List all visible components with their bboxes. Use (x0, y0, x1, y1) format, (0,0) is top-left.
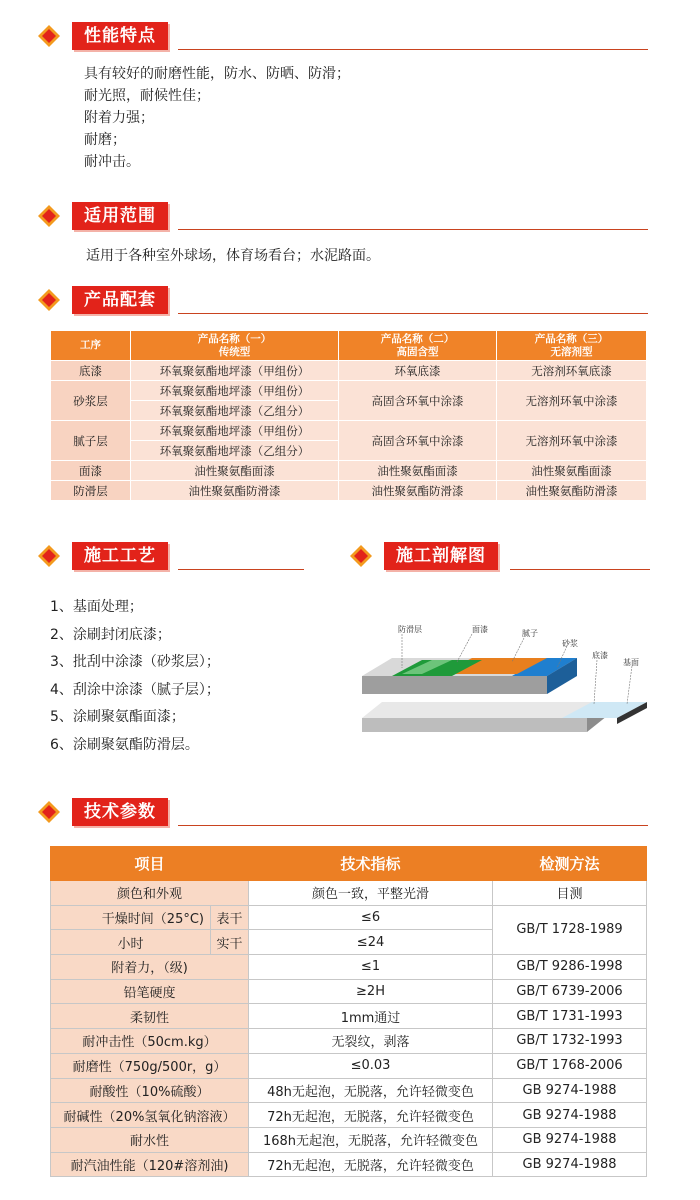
header-item: 项目 (51, 847, 249, 881)
row-method: GB/T 6739-2006 (493, 979, 647, 1004)
process-name: 腻子层 (51, 421, 131, 461)
section-header-process (38, 542, 304, 572)
header-line: 传统型 (218, 345, 251, 358)
label-base: 基面 (623, 658, 639, 667)
features-list (84, 63, 350, 173)
row-method: 目测 (493, 881, 647, 906)
header-method: 检测方法 (493, 847, 647, 881)
section-header-features (38, 22, 650, 52)
row-method: GB 9274-1988 (493, 1078, 647, 1103)
product-table (50, 330, 647, 501)
diamond-icon (38, 801, 60, 823)
row-value: 1mm通过 (249, 1004, 493, 1029)
feature-line: 耐光照，耐候性佳； (84, 88, 210, 104)
section-header-products (38, 286, 650, 316)
row-item: 耐酸性（10%硫酸） (51, 1078, 249, 1103)
row-value: ≤0.03 (249, 1053, 493, 1078)
section-title: 技术参数 (72, 798, 168, 826)
step-item: 5、涂刷聚氨酯面漆； (50, 709, 185, 726)
row-value: 48h无起泡，无脱落，允许轻微变色 (249, 1078, 493, 1103)
row-item: 小时 (51, 930, 211, 955)
header-product-2 (339, 331, 497, 361)
cell: 环氧底漆 (339, 361, 497, 381)
row-value: ≤6 (249, 905, 493, 930)
section-title: 性能特点 (72, 22, 168, 50)
cell: 油性聚氨酯防滑漆 (131, 481, 339, 501)
row-value: 颜色一致，平整光滑 (249, 881, 493, 906)
process-name: 砂浆层 (51, 381, 131, 421)
cell: 环氧聚氨酯地坪漆（乙组分） (131, 441, 339, 461)
section-title: 施工工艺 (72, 542, 168, 570)
row-item: 颜色和外观 (51, 881, 249, 906)
header-line: 无溶剂型 (550, 345, 593, 358)
cell: 油性聚氨酯防滑漆 (339, 481, 497, 501)
diamond-icon (38, 25, 60, 47)
header-line: 高固含型 (396, 345, 439, 358)
tech-table (50, 846, 647, 1177)
row-item: 柔韧性 (51, 1004, 249, 1029)
header-line: 产品名称（二） (380, 332, 455, 345)
feature-line: 附着力强； (84, 110, 154, 126)
label-top: 面漆 (472, 625, 488, 634)
row-subitem: 实干 (211, 930, 249, 955)
step-item: 4、刮涂中涂漆（腻子层）； (50, 681, 220, 698)
row-value: 72h无起泡，无脱落，允许轻微变色 (249, 1103, 493, 1128)
cell: 环氧聚氨酯地坪漆（乙组分） (131, 401, 339, 421)
label-putty: 腻子 (522, 629, 538, 638)
row-item: 耐碱性（20%氢氧化钠溶液） (51, 1103, 249, 1128)
process-name: 面漆 (51, 461, 131, 481)
cell: 油性聚氨酯防滑漆 (497, 481, 647, 501)
step-item: 6、涂刷聚氨酯防滑层。 (50, 736, 199, 753)
cell: 环氧聚氨酯地坪漆（甲组份） (131, 381, 339, 401)
row-item: 附着力，（级) (51, 955, 249, 980)
row-value: 72h无起泡，无脱落，允许轻微变色 (249, 1152, 493, 1177)
row-item: 耐磨性（750g/500r，g） (51, 1053, 249, 1078)
diamond-icon (350, 545, 372, 567)
header-process: 工序 (51, 331, 131, 361)
section-title: 施工剖解图 (384, 542, 498, 570)
row-method: GB 9274-1988 (493, 1127, 647, 1152)
row-item: 耐汽油性能（120#溶剂油) (51, 1152, 249, 1177)
cell: 油性聚氨酯面漆 (497, 461, 647, 481)
row-value: ≥2H (249, 979, 493, 1004)
section-header-tech (38, 798, 650, 828)
section-title: 适用范围 (72, 202, 168, 230)
header-line: 产品名称（三） (534, 332, 609, 345)
process-name: 底漆 (51, 361, 131, 381)
feature-line: 具有较好的耐磨性能，防水、防晒、防滑； (84, 66, 350, 82)
section-header-section-view (350, 542, 650, 572)
divider (178, 229, 648, 230)
divider (178, 825, 648, 826)
row-method: GB/T 1728-1989 (493, 905, 647, 954)
feature-line: 耐冲击。 (84, 154, 140, 170)
label-primer: 底漆 (592, 651, 608, 660)
row-method: GB 9274-1988 (493, 1103, 647, 1128)
step-item: 3、批刮中涂漆（砂浆层）； (50, 654, 220, 671)
step-item: 1、基面处理； (50, 599, 143, 615)
row-item: 铅笔硬度 (51, 979, 249, 1004)
cell: 环氧聚氨酯地坪漆（甲组份） (131, 361, 339, 381)
scope-text (86, 245, 380, 267)
cell: 无溶剂环氧中涂漆 (497, 421, 647, 461)
row-method: GB 9274-1988 (493, 1152, 647, 1177)
cell: 油性聚氨酯面漆 (131, 461, 339, 481)
divider (178, 313, 648, 314)
header-product-1 (131, 331, 339, 361)
header-product-3 (497, 331, 647, 361)
divider (178, 569, 304, 570)
mortar-front (362, 676, 547, 694)
row-method: GB/T 1768-2006 (493, 1053, 647, 1078)
label-antislip: 防滑层 (398, 625, 422, 634)
label-mortar: 砂浆 (562, 639, 578, 648)
row-value: ≤24 (249, 930, 493, 955)
section-header-scope (38, 202, 650, 232)
row-method: GB/T 9286-1998 (493, 955, 647, 980)
diamond-icon (38, 205, 60, 227)
section-title: 产品配套 (72, 286, 168, 314)
row-item: 干燥时间（25°C) (51, 905, 211, 930)
base-layer-front (362, 718, 587, 732)
diamond-icon (38, 289, 60, 311)
process-name: 防滑层 (51, 481, 131, 501)
row-method: GB/T 1731-1993 (493, 1004, 647, 1029)
row-item: 耐水性 (51, 1127, 249, 1152)
cell: 高固含环氧中涂漆 (339, 381, 497, 421)
header-line: 产品名称（一） (197, 332, 272, 345)
cell: 环氧聚氨酯地坪漆（甲组份） (131, 421, 339, 441)
layer-diagram (362, 618, 652, 738)
cell: 油性聚氨酯面漆 (339, 461, 497, 481)
cell: 高固含环氧中涂漆 (339, 421, 497, 461)
row-value: 无裂纹，剥落 (249, 1029, 493, 1054)
row-subitem: 表干 (211, 905, 249, 930)
scope-line: 适用于各种室外球场，体育场看台；水泥路面。 (86, 248, 380, 264)
diamond-icon (38, 545, 60, 567)
row-method: GB/T 1732-1993 (493, 1029, 647, 1054)
row-value: ≤1 (249, 955, 493, 980)
cell: 无溶剂环氧中涂漆 (497, 381, 647, 421)
divider (178, 49, 648, 50)
divider (510, 569, 650, 570)
header-value: 技术指标 (249, 847, 493, 881)
cell: 无溶剂环氧底漆 (497, 361, 647, 381)
row-value: 168h无起泡，无脱落，允许轻微变色 (249, 1127, 493, 1152)
row-item: 耐冲击性（50cm.kg） (51, 1029, 249, 1054)
process-steps (50, 594, 220, 760)
feature-line: 耐磨； (84, 132, 126, 148)
step-item: 2、涂刷封闭底漆； (50, 626, 171, 643)
